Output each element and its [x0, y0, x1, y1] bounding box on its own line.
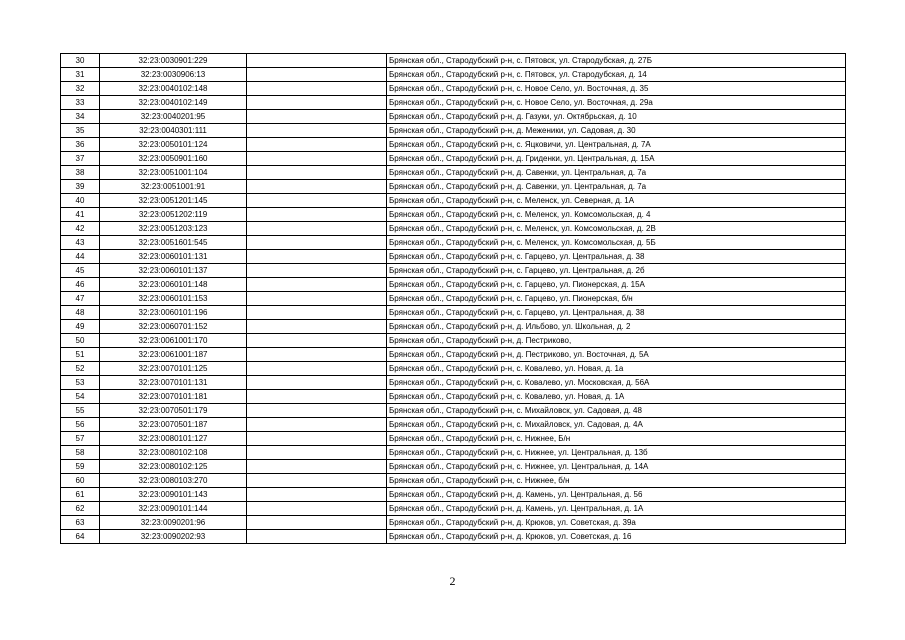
- table-row: [61, 474, 846, 488]
- empty-cell: [247, 222, 387, 236]
- table-row: [61, 432, 846, 446]
- cadastral-number-cell: 32:23:0090201:96: [100, 516, 247, 530]
- empty-cell: [247, 82, 387, 96]
- address-cell: Брянская обл., Стародубский р-н, д. Пестриково,: [387, 334, 846, 348]
- empty-cell: [247, 96, 387, 110]
- cadastral-number-cell: 32:23:0051203:123: [100, 222, 247, 236]
- cadastral-number-cell: 32:23:0090101:143: [100, 488, 247, 502]
- row-number-cell: 57: [61, 432, 100, 446]
- table-row: [61, 502, 846, 516]
- row-number-cell: 32: [61, 82, 100, 96]
- table-row: [61, 166, 846, 180]
- empty-cell: [247, 432, 387, 446]
- empty-cell: [247, 278, 387, 292]
- table-row: [61, 208, 846, 222]
- empty-cell: [247, 320, 387, 334]
- empty-cell: [247, 488, 387, 502]
- cadastral-number-cell: 32:23:0030906:13: [100, 68, 247, 82]
- cadastral-number-cell: 32:23:0090202:93: [100, 530, 247, 544]
- table-row: [61, 488, 846, 502]
- row-number-cell: 61: [61, 488, 100, 502]
- table-row: [61, 292, 846, 306]
- cadastral-number-cell: 32:23:0040301:111: [100, 124, 247, 138]
- address-cell: Брянская обл., Стародубский р-н, д. Крюков, ул. Советская, д. 16: [387, 530, 846, 544]
- address-cell: Брянская обл., Стародубский р-н, д. Камень, ул. Центральная, д. 1А: [387, 502, 846, 516]
- row-number-cell: 42: [61, 222, 100, 236]
- row-number-cell: 63: [61, 516, 100, 530]
- cadastral-number-cell: 32:23:0051601:545: [100, 236, 247, 250]
- empty-cell: [247, 138, 387, 152]
- table-row: [61, 446, 846, 460]
- cadastral-number-cell: 32:23:0060101:196: [100, 306, 247, 320]
- address-cell: Брянская обл., Стародубский р-н, с. Новое Село, ул. Восточная, д. 29а: [387, 96, 846, 110]
- cadastral-number-cell: 32:23:0061001:187: [100, 348, 247, 362]
- row-number-cell: 59: [61, 460, 100, 474]
- empty-cell: [247, 530, 387, 544]
- cadastral-number-cell: 32:23:0080102:125: [100, 460, 247, 474]
- row-number-cell: 54: [61, 390, 100, 404]
- row-number-cell: 33: [61, 96, 100, 110]
- empty-cell: [247, 250, 387, 264]
- address-cell: Брянская обл., Стародубский р-н, с. Гарцево, ул. Центральная, д. 38: [387, 306, 846, 320]
- cadastral-number-cell: 32:23:0051001:91: [100, 180, 247, 194]
- table-row: [61, 418, 846, 432]
- table-row: [61, 362, 846, 376]
- row-number-cell: 41: [61, 208, 100, 222]
- row-number-cell: 39: [61, 180, 100, 194]
- address-cell: Брянская обл., Стародубский р-н, д. Меженики, ул. Садовая, д. 30: [387, 124, 846, 138]
- empty-cell: [247, 446, 387, 460]
- row-number-cell: 40: [61, 194, 100, 208]
- table-row: [61, 320, 846, 334]
- table-row: [61, 278, 846, 292]
- address-cell: Брянская обл., Стародубский р-н, с. Пятовск, ул. Стародубская, д. 14: [387, 68, 846, 82]
- row-number-cell: 36: [61, 138, 100, 152]
- row-number-cell: 30: [61, 54, 100, 68]
- cadastral-number-cell: 32:23:0040102:148: [100, 82, 247, 96]
- address-cell: Брянская обл., Стародубский р-н, д. Савенки, ул. Центральная, д. 7а: [387, 166, 846, 180]
- table-row: [61, 516, 846, 530]
- address-cell: Брянская обл., Стародубский р-н, д. Гриденки, ул. Центральная, д. 15А: [387, 152, 846, 166]
- table-row: [61, 404, 846, 418]
- cadastral-number-cell: 32:23:0060701:152: [100, 320, 247, 334]
- table-row: [61, 264, 846, 278]
- cadastral-number-cell: 32:23:0061001:170: [100, 334, 247, 348]
- row-number-cell: 37: [61, 152, 100, 166]
- table-row: [61, 96, 846, 110]
- table-row: [61, 194, 846, 208]
- cadastral-number-cell: 32:23:0060101:131: [100, 250, 247, 264]
- address-cell: Брянская обл., Стародубский р-н, с. Нижнее, б/н: [387, 474, 846, 488]
- address-cell: Брянская обл., Стародубский р-н, с. Гарцево, ул. Пионерская, д. 15А: [387, 278, 846, 292]
- empty-cell: [247, 348, 387, 362]
- address-cell: Брянская обл., Стародубский р-н, с. Михайловск, ул. Садовая, д. 48: [387, 404, 846, 418]
- table-row: [61, 152, 846, 166]
- empty-cell: [247, 180, 387, 194]
- address-cell: Брянская обл., Стародубский р-н, с. Нижнее, Б/н: [387, 432, 846, 446]
- empty-cell: [247, 124, 387, 138]
- cadastral-number-cell: 32:23:0070501:179: [100, 404, 247, 418]
- address-cell: Брянская обл., Стародубский р-н, с. Меленск, ул. Северная, д. 1А: [387, 194, 846, 208]
- cadastral-number-cell: 32:23:0070101:181: [100, 390, 247, 404]
- row-number-cell: 43: [61, 236, 100, 250]
- cadastral-number-cell: 32:23:0040102:149: [100, 96, 247, 110]
- empty-cell: [247, 376, 387, 390]
- table-row: [61, 82, 846, 96]
- row-number-cell: 49: [61, 320, 100, 334]
- address-cell: Брянская обл., Стародубский р-н, с. Гарцево, ул. Пионерская, б/н: [387, 292, 846, 306]
- address-cell: Брянская обл., Стародубский р-н, д. Камень, ул. Центральная, д. 56: [387, 488, 846, 502]
- empty-cell: [247, 460, 387, 474]
- row-number-cell: 51: [61, 348, 100, 362]
- table-row: [61, 124, 846, 138]
- empty-cell: [247, 516, 387, 530]
- row-number-cell: 45: [61, 264, 100, 278]
- cadastral-number-cell: 32:23:0080102:108: [100, 446, 247, 460]
- cadastral-number-cell: 32:23:0051001:104: [100, 166, 247, 180]
- row-number-cell: 31: [61, 68, 100, 82]
- table-row: [61, 138, 846, 152]
- address-cell: Брянская обл., Стародубский р-н, д. Газуки, ул. Октябрьская, д. 10: [387, 110, 846, 124]
- table-row: [61, 222, 846, 236]
- cadastral-number-cell: 32:23:0050901:160: [100, 152, 247, 166]
- property-register-table: [60, 53, 846, 544]
- empty-cell: [247, 474, 387, 488]
- empty-cell: [247, 404, 387, 418]
- address-cell: Брянская обл., Стародубский р-н, с. Ковалево, ул. Московская, д. 56А: [387, 376, 846, 390]
- table-row: [61, 250, 846, 264]
- address-cell: Брянская обл., Стародубский р-н, с. Ковалево, ул. Новая, д. 1а: [387, 362, 846, 376]
- table-row: [61, 236, 846, 250]
- cadastral-number-cell: 32:23:0070101:125: [100, 362, 247, 376]
- address-cell: Брянская обл., Стародубский р-н, с. Гарцево, ул. Центральная, д. 2б: [387, 264, 846, 278]
- empty-cell: [247, 68, 387, 82]
- empty-cell: [247, 236, 387, 250]
- address-cell: Брянская обл., Стародубский р-н, с. Новое Село, ул. Восточная, д. 35: [387, 82, 846, 96]
- empty-cell: [247, 110, 387, 124]
- cadastral-number-cell: 32:23:0070501:187: [100, 418, 247, 432]
- row-number-cell: 50: [61, 334, 100, 348]
- row-number-cell: 38: [61, 166, 100, 180]
- table-row: [61, 530, 846, 544]
- cadastral-number-cell: 32:23:0070101:131: [100, 376, 247, 390]
- address-cell: Брянская обл., Стародубский р-н, д. Крюков, ул. Советская, д. 39а: [387, 516, 846, 530]
- cadastral-number-cell: 32:23:0090101:144: [100, 502, 247, 516]
- address-cell: Брянская обл., Стародубский р-н, д. Савенки, ул. Центральная, д. 7а: [387, 180, 846, 194]
- table-row: [61, 110, 846, 124]
- empty-cell: [247, 292, 387, 306]
- table-row: [61, 306, 846, 320]
- table-row: [61, 460, 846, 474]
- table-row: [61, 376, 846, 390]
- table-row: [61, 54, 846, 68]
- empty-cell: [247, 194, 387, 208]
- row-number-cell: 44: [61, 250, 100, 264]
- cadastral-number-cell: 32:23:0040201:95: [100, 110, 247, 124]
- empty-cell: [247, 208, 387, 222]
- empty-cell: [247, 54, 387, 68]
- cadastral-number-cell: 32:23:0051202:119: [100, 208, 247, 222]
- address-cell: Брянская обл., Стародубский р-н, с. Пятовск, ул. Стародубская, д. 27Б: [387, 54, 846, 68]
- empty-cell: [247, 390, 387, 404]
- address-cell: Брянская обл., Стародубский р-н, с. Меленск, ул. Комсомольская, д. 2В: [387, 222, 846, 236]
- cadastral-number-cell: 32:23:0051201:145: [100, 194, 247, 208]
- row-number-cell: 56: [61, 418, 100, 432]
- row-number-cell: 58: [61, 446, 100, 460]
- table-row: [61, 390, 846, 404]
- address-cell: Брянская обл., Стародубский р-н, с. Меленск, ул. Комсомольская, д. 5Б: [387, 236, 846, 250]
- empty-cell: [247, 166, 387, 180]
- cadastral-number-cell: 32:23:0060101:148: [100, 278, 247, 292]
- empty-cell: [247, 264, 387, 278]
- row-number-cell: 60: [61, 474, 100, 488]
- empty-cell: [247, 152, 387, 166]
- empty-cell: [247, 418, 387, 432]
- cadastral-number-cell: 32:23:0080103:270: [100, 474, 247, 488]
- address-cell: Брянская обл., Стародубский р-н, с. Ковалево, ул. Новая, д. 1А: [387, 390, 846, 404]
- empty-cell: [247, 334, 387, 348]
- address-cell: Брянская обл., Стародубский р-н, с. Меленск, ул. Комсомольская, д. 4: [387, 208, 846, 222]
- row-number-cell: 52: [61, 362, 100, 376]
- row-number-cell: 35: [61, 124, 100, 138]
- empty-cell: [247, 362, 387, 376]
- row-number-cell: 47: [61, 292, 100, 306]
- row-number-cell: 53: [61, 376, 100, 390]
- row-number-cell: 55: [61, 404, 100, 418]
- empty-cell: [247, 306, 387, 320]
- address-cell: Брянская обл., Стародубский р-н, д. Пестриково, ул. Восточная, д. 5А: [387, 348, 846, 362]
- cadastral-number-cell: 32:23:0050101:124: [100, 138, 247, 152]
- table-row: [61, 348, 846, 362]
- row-number-cell: 46: [61, 278, 100, 292]
- cadastral-number-cell: 32:23:0060101:153: [100, 292, 247, 306]
- row-number-cell: 62: [61, 502, 100, 516]
- row-number-cell: 64: [61, 530, 100, 544]
- table-row: [61, 68, 846, 82]
- row-number-cell: 48: [61, 306, 100, 320]
- address-cell: Брянская обл., Стародубский р-н, с. Нижнее, ул. Центральная, д. 14А: [387, 460, 846, 474]
- table-row: [61, 334, 846, 348]
- empty-cell: [247, 502, 387, 516]
- table-row: [61, 180, 846, 194]
- address-cell: Брянская обл., Стародубский р-н, с. Михайловск, ул. Садовая, д. 4А: [387, 418, 846, 432]
- cadastral-number-cell: 32:23:0080101:127: [100, 432, 247, 446]
- cadastral-number-cell: 32:23:0030901:229: [100, 54, 247, 68]
- table-body: [61, 54, 846, 544]
- row-number-cell: 34: [61, 110, 100, 124]
- cadastral-number-cell: 32:23:0060101:137: [100, 264, 247, 278]
- address-cell: Брянская обл., Стародубский р-н, с. Нижнее, ул. Центральная, д. 13б: [387, 446, 846, 460]
- address-cell: Брянская обл., Стародубский р-н, д. Ильбово, ул. Школьная, д. 2: [387, 320, 846, 334]
- address-cell: Брянская обл., Стародубский р-н, с. Яцковичи, ул. Центральная, д. 7А: [387, 138, 846, 152]
- page-number: 2: [449, 574, 456, 588]
- address-cell: Брянская обл., Стародубский р-н, с. Гарцево, ул. Центральная, д. 38: [387, 250, 846, 264]
